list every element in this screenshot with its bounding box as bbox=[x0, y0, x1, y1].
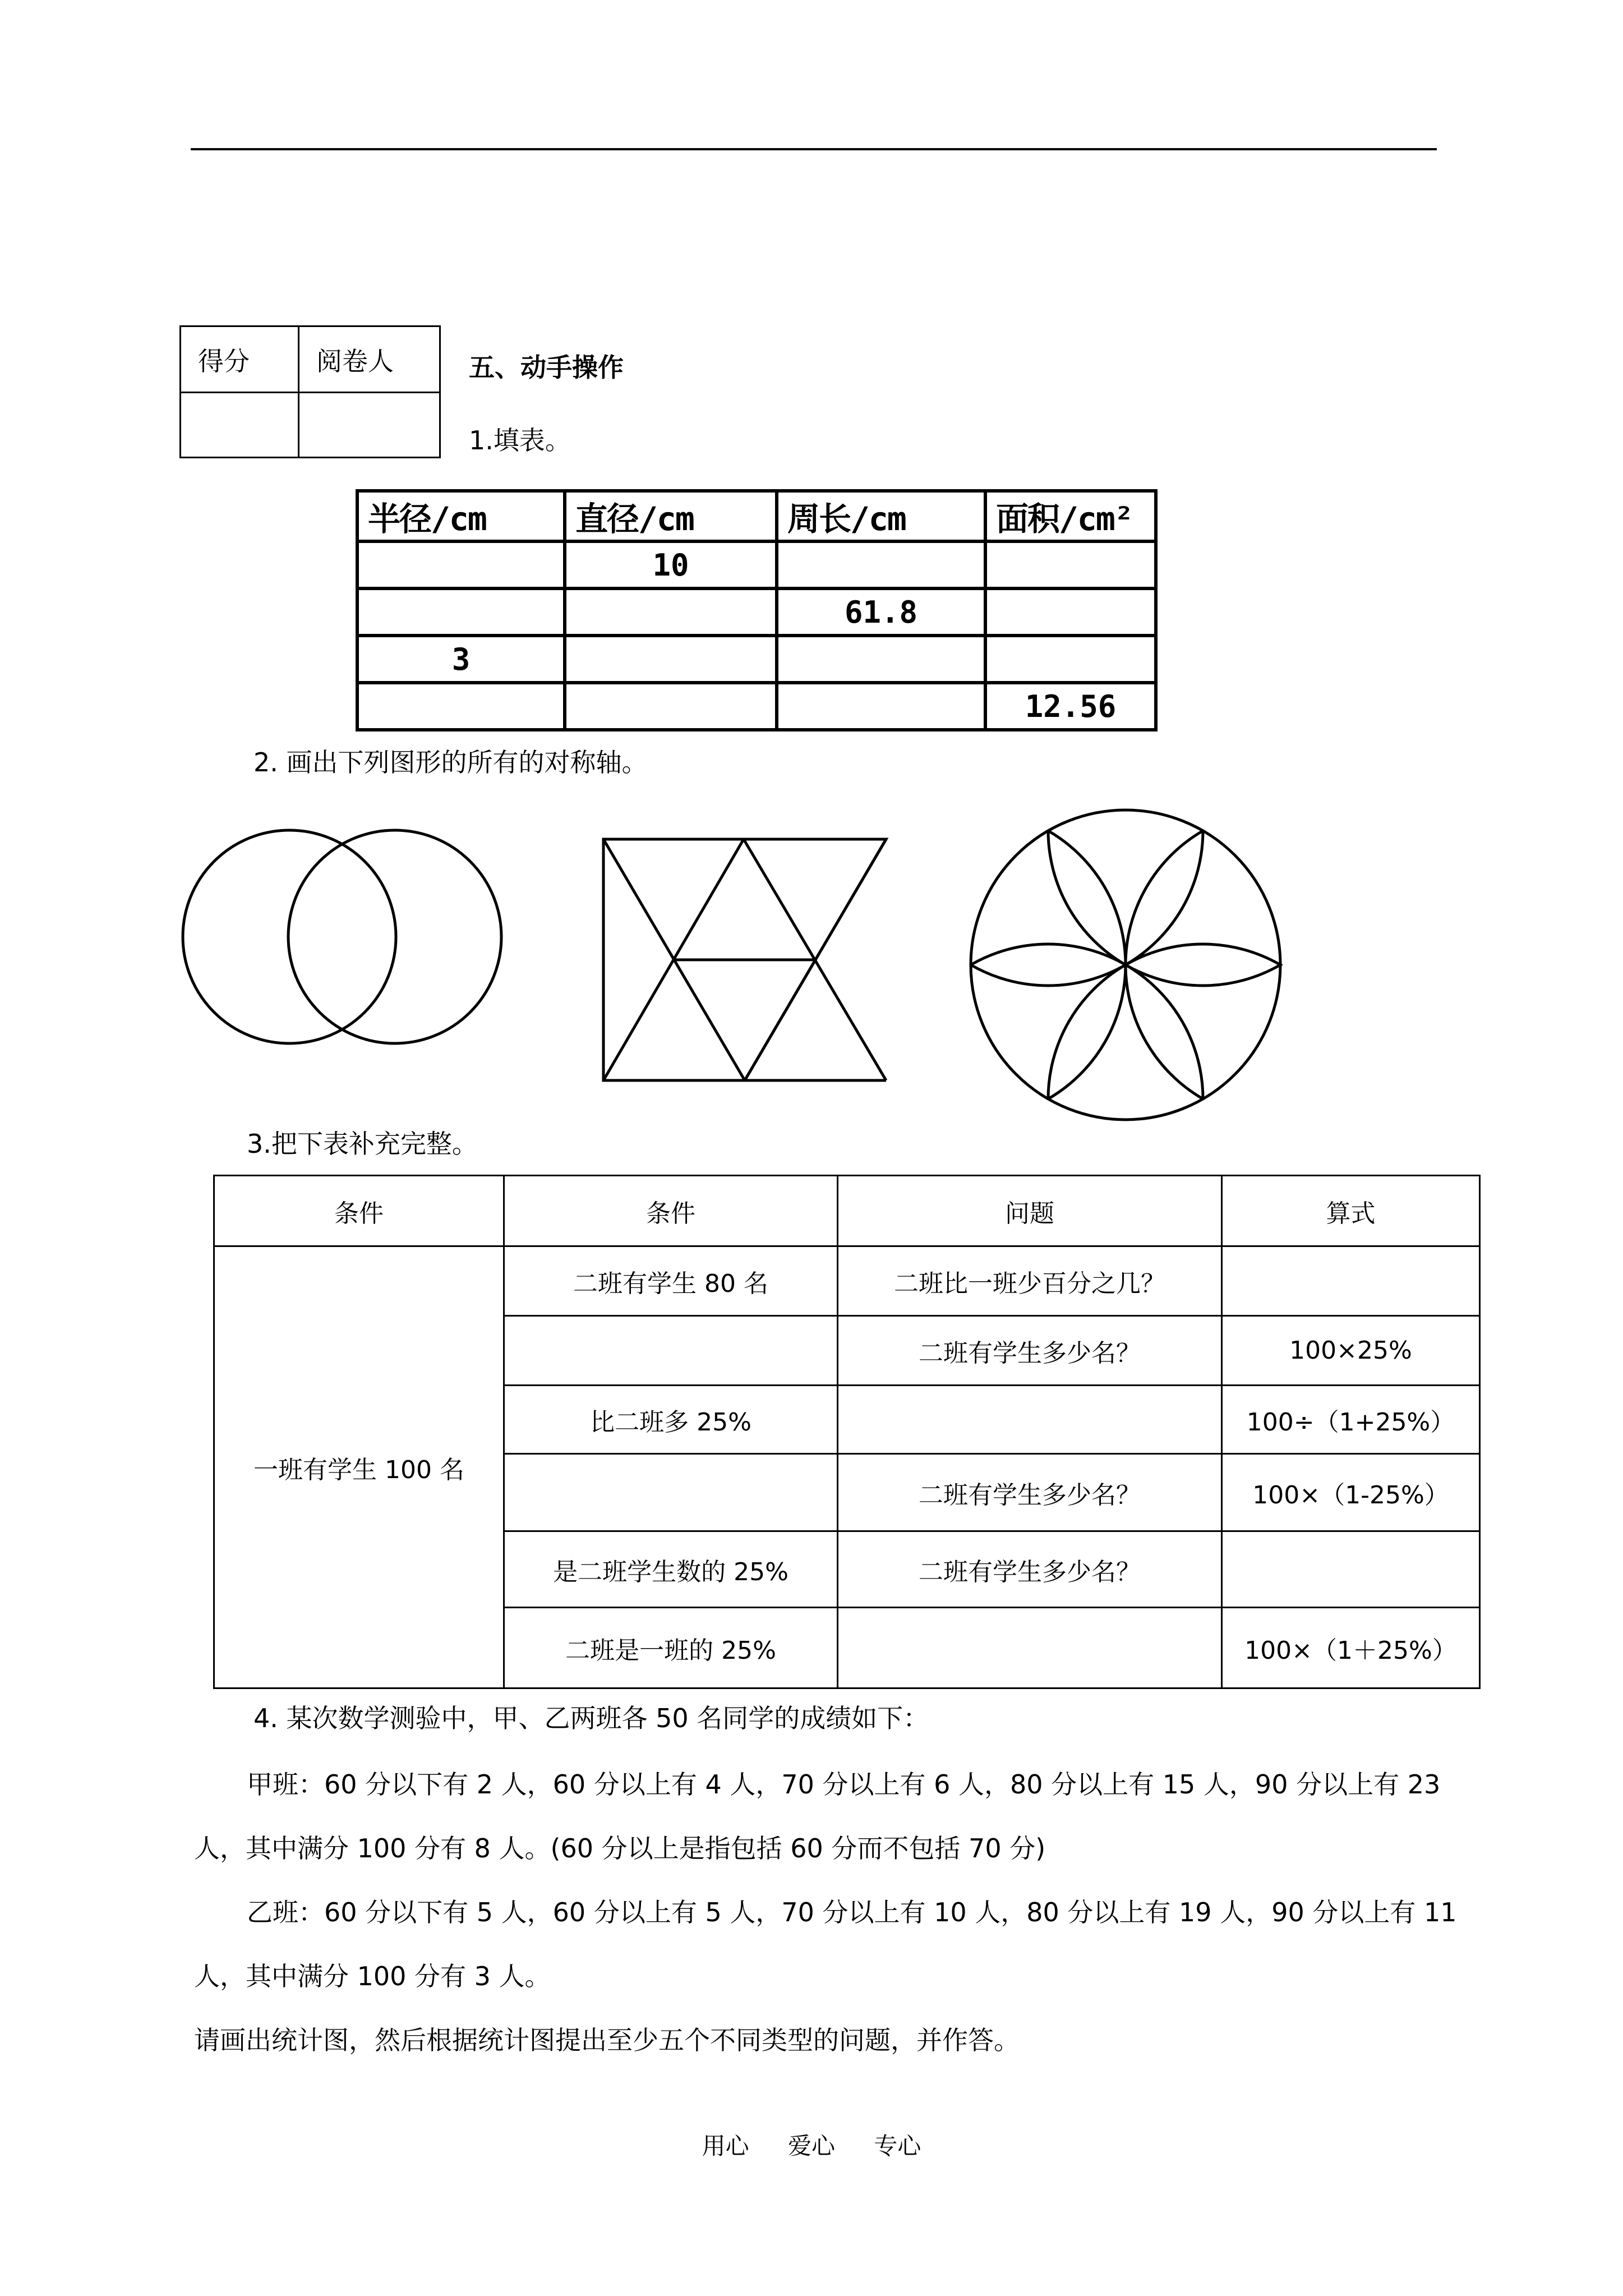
footer-text: 爱心 bbox=[787, 2132, 835, 2160]
table-cell bbox=[838, 1386, 1222, 1454]
table-cell bbox=[985, 636, 1156, 683]
table-cell bbox=[565, 588, 777, 636]
reviewer-cell bbox=[299, 393, 440, 458]
q4-class-a-line2: 人，其中满分 100 分有 8 人。(60 分以上是指包括 60 分而不包括 70 分) bbox=[194, 1833, 1046, 1864]
footer-text: 用心 bbox=[702, 2132, 749, 2160]
header-radius: 半径/cm bbox=[357, 491, 565, 541]
table-cell: 二班有学生多少名？ bbox=[838, 1454, 1222, 1531]
q4-class-a-line1: 甲班：60 分以下有 2 人，60 分以上有 4 人，70 分以上有 6 人，80 分以上有 15 人，90 分以上有 23 bbox=[247, 1769, 1441, 1800]
table-cell bbox=[777, 683, 985, 730]
q2-label: 2. 画出下列图形的所有的对称轴。 bbox=[253, 747, 648, 777]
table-cell: 61.8 bbox=[777, 588, 985, 636]
q3-label: 3.把下表补充完整。 bbox=[247, 1129, 478, 1159]
score-box bbox=[179, 325, 441, 458]
table-cell bbox=[838, 1608, 1222, 1688]
table-cell bbox=[357, 541, 565, 588]
score-label: 得分 bbox=[181, 326, 299, 393]
header-diameter: 直径/cm bbox=[565, 491, 777, 541]
table-cell: 二班比一班少百分之几？ bbox=[838, 1246, 1222, 1316]
reviewer-label: 阅卷人 bbox=[299, 326, 440, 393]
table-cell: 二班有学生多少名？ bbox=[838, 1531, 1222, 1608]
table-cell bbox=[504, 1316, 838, 1386]
table-cell bbox=[1222, 1531, 1480, 1608]
q4-task: 请画出统计图，然后根据统计图提出至少五个不同类型的问题，并作答。 bbox=[194, 2025, 1020, 2055]
table-cell bbox=[1222, 1246, 1480, 1316]
table-cell: 是二班学生数的 25% bbox=[504, 1531, 838, 1608]
table-cell bbox=[985, 588, 1156, 636]
header-rule bbox=[191, 148, 1437, 150]
section-title: 五、动手操作 bbox=[469, 352, 624, 383]
table-cell: 100×（1-25%） bbox=[1222, 1454, 1480, 1531]
footer-text: 专心 bbox=[874, 2132, 921, 2160]
header-circumference: 周长/cm bbox=[777, 491, 985, 541]
table-cell: 比二班多 25% bbox=[504, 1386, 838, 1454]
table-cell: 二班有学生 80 名 bbox=[504, 1246, 838, 1316]
two-circles-figure bbox=[183, 830, 501, 1043]
table-cell bbox=[504, 1454, 838, 1531]
q1-label: 1.填表。 bbox=[469, 425, 571, 455]
table-cell bbox=[777, 541, 985, 588]
q4-intro: 4. 某次数学测验中，甲、乙两班各 50 名同学的成绩如下： bbox=[253, 1703, 929, 1733]
table-cell: 二班是一班的 25% bbox=[504, 1608, 838, 1688]
table-cell: 12.56 bbox=[985, 683, 1156, 730]
table-cell: 10 bbox=[565, 541, 777, 588]
header-area: 面积/cm² bbox=[985, 491, 1156, 541]
page-footer bbox=[0, 2128, 1623, 2161]
table-cell: 二班有学生多少名？ bbox=[838, 1316, 1222, 1386]
table-cell: 3 bbox=[357, 636, 565, 683]
circle-table bbox=[356, 489, 1158, 731]
table-cell: 100÷（1+25%） bbox=[1222, 1386, 1480, 1454]
q4-class-b-line1: 乙班：60 分以下有 5 人，60 分以上有 5 人，70 分以上有 10 人，80 分以上有 19 人，90 分以上有 11 bbox=[247, 1897, 1457, 1927]
table-cell bbox=[357, 683, 565, 730]
symmetry-figures bbox=[0, 785, 1623, 1178]
table-cell bbox=[565, 636, 777, 683]
shared-condition: 一班有学生 100 名 bbox=[214, 1246, 504, 1688]
triangles-figure bbox=[603, 839, 886, 1080]
table-cell bbox=[777, 636, 985, 683]
problem-table bbox=[213, 1175, 1481, 1689]
table-cell: 100×（1＋25%） bbox=[1222, 1608, 1480, 1688]
header-condition-2: 条件 bbox=[504, 1176, 838, 1246]
header-formula: 算式 bbox=[1222, 1176, 1480, 1246]
table-cell bbox=[357, 588, 565, 636]
table-cell bbox=[565, 683, 777, 730]
header-condition-1: 条件 bbox=[214, 1176, 504, 1246]
flower-circle-figure bbox=[971, 810, 1280, 1120]
q4-class-b-line2: 人，其中满分 100 分有 3 人。 bbox=[194, 1961, 551, 1991]
table-cell bbox=[985, 541, 1156, 588]
header-question: 问题 bbox=[838, 1176, 1222, 1246]
table-cell: 100×25% bbox=[1222, 1316, 1480, 1386]
score-cell bbox=[181, 393, 299, 458]
